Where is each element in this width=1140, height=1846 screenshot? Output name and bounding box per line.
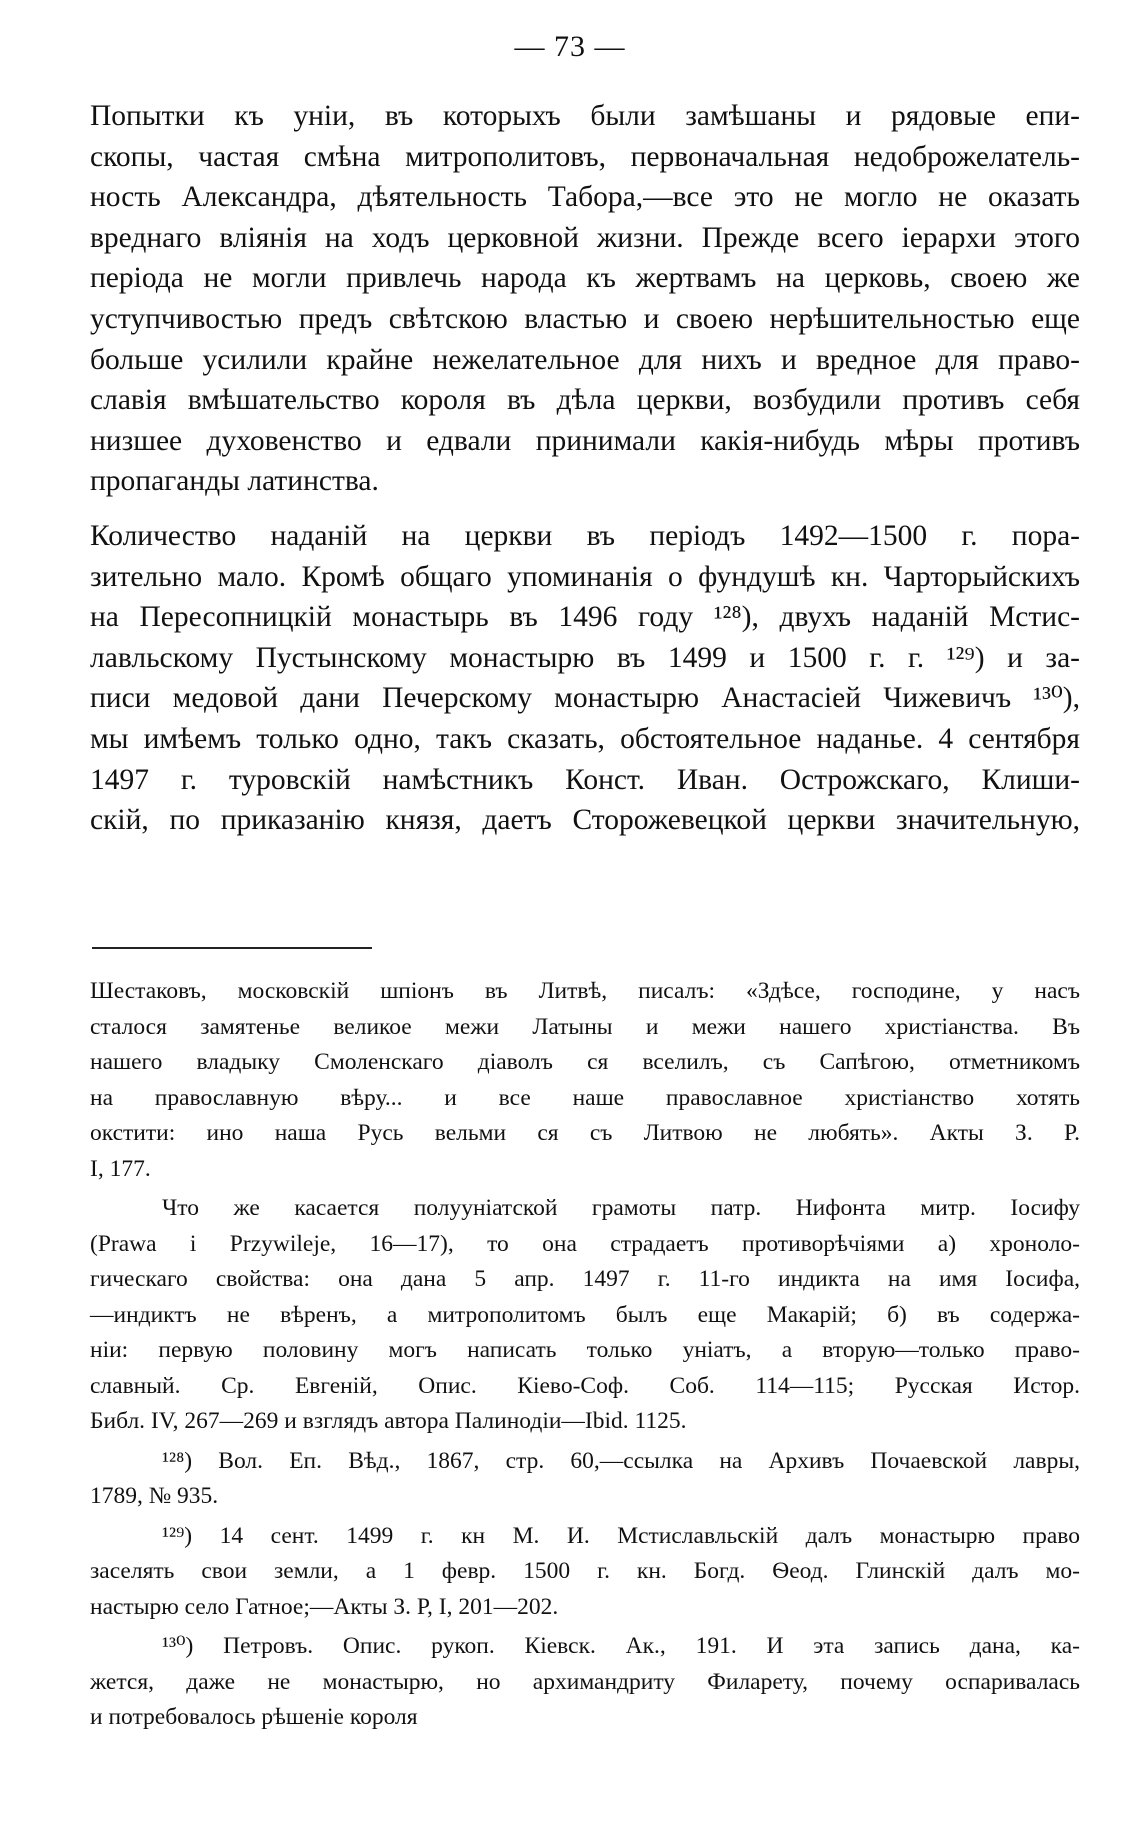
paragraph-1 [90,96,1080,502]
footnote-line: (Prawa i Przywileje, 16—17), то она страдаетъ противорѣчіями а) хроноло- [90,1230,1080,1257]
footnote-line: славный. Ср. Евгеній, Опис. Кіево-Соф. Соб. 114—115; Русская Истор. [90,1372,1080,1399]
text-line: Количество наданій на церкви въ періодъ 1492—1500 г. пора- [90,519,1080,552]
text-line: скопы, частая смѣна митрополитовъ, первоначальная недоброжелатель- [90,140,1080,173]
footnote-line: нашего владыку Смоленскаго діаволъ ся вселилъ, съ Сапѣгою, отметникомъ [90,1049,1080,1075]
footnote-divider [92,947,372,949]
paragraph-2 [90,516,1080,841]
footnote-line: 1789, № 935. [90,1483,219,1509]
text-line: Попытки къ уніи, въ которыхъ были замѣшаны и рядовые епи- [90,100,1080,132]
main-text [90,96,1080,841]
footnote-line: Библ. IV, 267—269 и взглядъ автора Палинодіи—Ibid. 1125. [90,1408,687,1434]
footnote-line: на православную вѣру... и все наше православное христіанство хотять [90,1084,1080,1111]
text-line: ность Александра, дѣятельность Табора,—все это не могло не оказать [90,181,1080,214]
text-line: 1497 г. туровскій намѣстникъ Конст. Иван. Острожскаго, Клиши- [90,763,1080,796]
footnote-line: Что же касается полууніатской грамоты патр. Нифонта митр. Іосифу [162,1195,1080,1221]
text-line: лавльскому Пустынскому монастырю въ 1499 и 1500 г. г. ¹²⁹) и за- [90,641,1080,674]
text-line: на Пересопницкій монастырь въ 1496 году ¹²⁸), двухъ наданій Мстис- [90,601,1080,634]
footnote-line: гическаго свойства: она дана 5 апр. 1497 г. 11-го индикта на имя Іосифа, [90,1266,1080,1292]
footnote-130 [90,1629,1080,1736]
text-line: славія вмѣшательство короля въ дѣла церкви, возбудили противъ себя [90,384,1080,417]
text-line: мы имѣемъ только одно, такъ сказать, обстоятельное наданье. 4 сентября [90,722,1080,755]
footnote-line: ¹²⁸) Вол. Еп. Вѣд., 1867, стр. 60,—ссылка на Архивъ Почаевской лавры, [162,1447,1080,1474]
footnote-128 [90,1444,1080,1515]
footnote-line: заселять свои земли, а 1 февр. 1500 г. кн. Богд. Ѳеод. Глинскій далъ мо- [90,1558,1080,1584]
text-line: уступчивостью предъ свѣтскою властью и своею нерѣшительностью еще [90,302,1080,335]
footnote-line: I, 177. [90,1155,151,1182]
text-line: зительно мало. Кромѣ общаго упоминанія о фундушѣ кн. Чарторыйскихъ [90,560,1080,593]
footnote-line: —индиктъ не вѣренъ, а митрополитомъ былъ еще Макарій; б) въ содержа- [90,1301,1080,1328]
text-line: низшее духовенство и едвали принимали какія-нибудь мѣры противъ [90,424,1080,457]
footnote-line: и потребовалось рѣшеніе короля [90,1704,418,1730]
footnote-line: окстити: ино наша Русь вельми ся съ Литвою не любять». Акты З. Р. [90,1120,1080,1146]
text-line: періода не могли привлечь народа къ жертвамъ на церковь, своею же [90,262,1080,295]
text-line: больше усилили крайне нежелательное для нихъ и вредное для право- [90,343,1080,376]
footnote-remark [90,1191,1080,1440]
footnotes [90,974,1080,1740]
footnote-line: Шестаковъ, московскій шпіонъ въ Литвѣ, писалъ: «Здѣсе, господине, у насъ [90,978,1080,1004]
footnote-line: ¹²⁹) 14 сент. 1499 г. кн М. И. Мстиславльскій далъ монастырю право [162,1522,1080,1549]
footnote-line: ніи: первую половину могъ написать только уніатъ, а вторую—только право- [90,1337,1080,1363]
footnote-line: ¹³⁰) Петровъ. Опис. рукоп. Кіевск. Ак., 191. И эта запись дана, ка- [162,1633,1080,1659]
footnote-line: жется, даже не монастырю, но архимандриту Филарету, почему оспаривалась [90,1668,1080,1695]
footnote-line: настырю село Гатное;—Акты З. Р, I, 201—202. [90,1593,559,1620]
page-number: — 73 — [514,30,626,63]
footnote-line: сталося замятенье великое межи Латыны и межи нашего христіанства. Въ [90,1013,1080,1040]
footnote-continuation [90,974,1080,1187]
text-line: писи медовой дани Печерскому монастырю Анастасіей Чижевичъ ¹³⁰), [90,682,1080,715]
text-line: скій, по приказанію князя, даетъ Сторожевецкой церкви значительную, [90,804,1080,837]
text-line: пропаганды латинства. [90,465,379,498]
footnote-129 [90,1519,1080,1626]
text-line: вреднаго вліянія на ходъ церковной жизни. Прежде всего іерархи этого [90,221,1080,254]
